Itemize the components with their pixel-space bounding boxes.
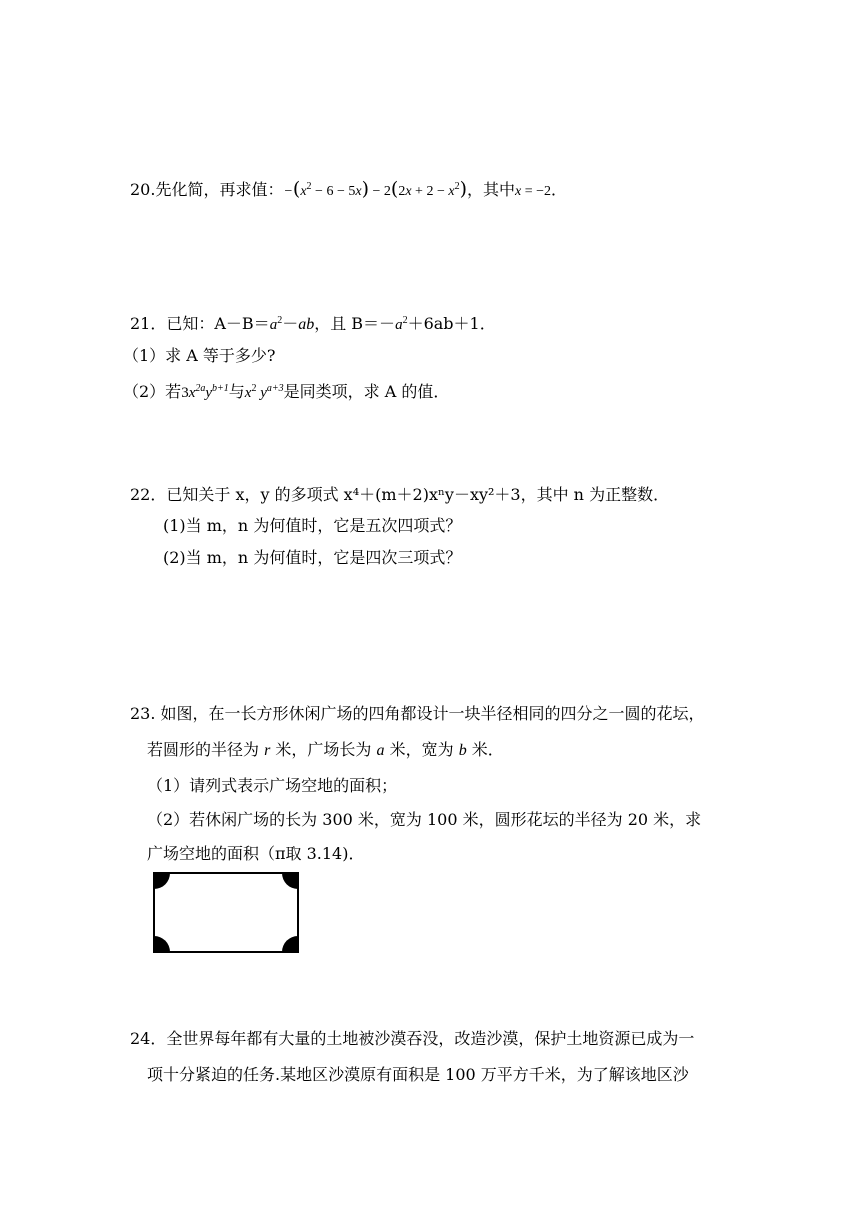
q21-term1: $3x^{2a}y^{b+1}$ xyxy=(181,383,229,401)
q20-suffix: ，其中 xyxy=(467,180,516,199)
q21-part2-end: 是同类项，求 A 的值． xyxy=(283,382,450,401)
question-22-part1: (1)当 m，n 为何值时，它是五次四项式？ xyxy=(163,516,462,535)
q21-expr1b: ab xyxy=(298,316,315,333)
question-22-line1: 22．已知关于 x，y 的多项式 x⁴＋(m＋2)xⁿy－xy²＋3，其中 n 为正整数． xyxy=(130,485,670,504)
q21-part2-prefix: （2）若 xyxy=(123,382,182,401)
q21-term2: $x^2$ $y^{a+3}$ xyxy=(244,383,284,401)
question-23-line2 xyxy=(147,742,504,759)
q21-part2-mid: 与 xyxy=(228,382,245,401)
q23-var-a: a xyxy=(376,742,385,759)
question-21-part1: （1）求 A 等于多少? xyxy=(123,346,276,365)
q20-cond-var: x xyxy=(515,184,522,199)
q23-text-d: 米． xyxy=(466,740,504,759)
q20-cond-eq: = −2 xyxy=(521,184,552,199)
q23-var-r: r xyxy=(264,742,271,759)
q23-text-a: 若圆形的半径为 xyxy=(147,740,265,759)
question-20 xyxy=(130,180,567,199)
q20-expression: $-(x^2 - 6 - 5x) - 2(2x + 2 - x^2)$ xyxy=(283,178,467,200)
q23-text-c: 米，宽为 xyxy=(384,740,459,759)
question-24-line1: 24．全世界每年都有大量的土地被沙漠吞没，改造沙漠，保护土地资源已成为一 xyxy=(130,1029,695,1048)
plaza-figure xyxy=(153,872,299,953)
question-21-line1: 21．已知：$A-B=a^2-ab$，且 $B=-a^2+6ab+1$． xyxy=(130,314,496,333)
question-22-part2: (2)当 m，n 为何值时，它是四次三项式？ xyxy=(163,548,462,567)
q21-mid: ，且 B＝－ xyxy=(314,314,396,333)
q21-end: ＋6ab＋1． xyxy=(407,314,496,333)
question-23-line1: 23. 如图，在一长方形休闲广场的四角都设计一块半径相同的四分之一圆的花坛， xyxy=(130,704,705,723)
question-24-line2: 项十分紧迫的任务.某地区沙漠原有面积是 100 万平方千米，为了解该地区沙 xyxy=(147,1065,689,1084)
q21-prefix: 21．已知：A－B＝ xyxy=(130,314,270,333)
q23-text-b: 米，广场长为 xyxy=(270,740,377,759)
plaza-rectangle xyxy=(154,873,298,952)
q20-end: ． xyxy=(551,180,568,199)
q20-prefix: 20.先化简，再求值： xyxy=(130,180,284,199)
question-21-part2 xyxy=(123,384,449,401)
q23-var-b: b xyxy=(458,742,467,759)
question-23-part1: （1）请列式表示广场空地的面积； xyxy=(147,776,398,795)
question-23-part2-line2: 广场空地的面积（π取 3.14)． xyxy=(147,844,365,863)
q21-expr2: $a^2$ xyxy=(395,315,408,333)
question-23-part2-line1: （2）若休闲广场的长为 300 米，宽为 100 米，圆形花坛的半径为 20 米，求 xyxy=(147,810,702,829)
q21-expr1: $a^2$ xyxy=(269,315,283,333)
